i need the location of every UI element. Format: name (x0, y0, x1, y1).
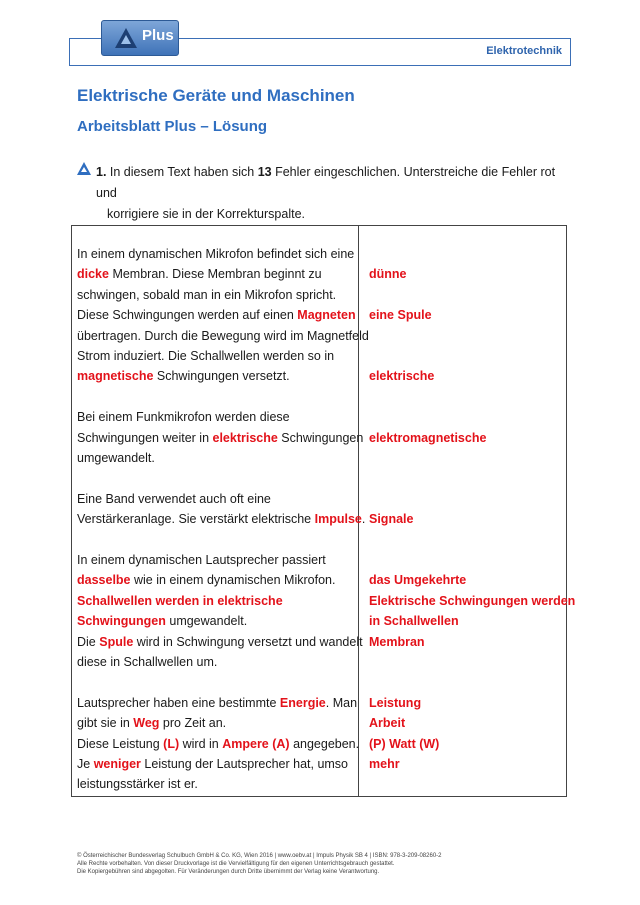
table-row (77, 509, 557, 529)
correction-cell: in Schallwellen (369, 614, 459, 629)
table-row (77, 489, 557, 509)
table-row (77, 591, 576, 611)
text-cell (77, 591, 283, 611)
error-count: 13 (257, 165, 272, 179)
table-row (77, 672, 557, 692)
text-cell (77, 448, 155, 468)
text-cell (77, 346, 334, 366)
text-segment: Leistung der Lautsprecher hat, umso (140, 757, 349, 771)
table-row (77, 734, 557, 754)
text-segment: Lautsprecher haben eine bestimmte (77, 695, 280, 710)
text-segment: Bei einem Funkmikrofon werden diese (77, 410, 290, 425)
text-cell (77, 407, 290, 427)
text-segment: Diese Schwingungen werden auf einen (77, 308, 298, 323)
error-word: Schallwellen werden in elektrische (77, 593, 283, 608)
correction-table (71, 225, 576, 797)
table-row (77, 632, 557, 652)
text-segment: umgewandelt. (77, 451, 155, 465)
table-row (77, 550, 557, 570)
text-segment: Diese Leistung (77, 736, 164, 751)
text-segment: angegeben. (289, 736, 360, 751)
text-segment: übertragen. Durch die Bewegung wird im Magnetfeld (77, 328, 369, 343)
subject-label: Elektrotechnik (486, 45, 562, 57)
page-title: Elektrische Geräte und Maschinen (77, 86, 355, 105)
text-segment: In einem dynamischen Mikrofon befindet sich eine (77, 247, 355, 261)
table-row (77, 570, 557, 590)
text-segment: Schwingungen versetzt. (153, 369, 290, 384)
task-text-before: In diesem Text haben sich (106, 165, 258, 179)
text-segment: Verstärkeranlage. Sie verstärkt elektrische (77, 512, 315, 527)
text-segment: Eine Band verwendet auch oft eine (77, 491, 271, 506)
correction-cell: elektromagnetische (369, 430, 487, 445)
plus-logo (101, 20, 179, 56)
error-word: (L) (163, 736, 180, 751)
triangle-logo-icon (114, 27, 138, 49)
text-segment: Strom induziert. Die Schallwellen werden so in (77, 349, 335, 363)
correction-cell: das Umgekehrte (369, 573, 467, 588)
text-segment: leistungsstärker ist er. (77, 777, 198, 792)
table-row (77, 468, 557, 488)
task-text-line2: korrigiere sie in der Korrekturspalte. (107, 207, 305, 221)
table-row (77, 652, 557, 672)
error-word: dicke (77, 267, 109, 282)
text-segment: Schwingungen (277, 430, 364, 445)
task-number: 1. (96, 165, 107, 179)
text-segment: Membran. Diese Membran beginnt zu (108, 267, 322, 282)
text-cell (77, 734, 359, 754)
text-segment: In einem dynamischen Lautsprecher passiert (77, 553, 326, 567)
correction-cell: (P) Watt (W) (369, 736, 440, 751)
text-segment: umgewandelt. (165, 614, 248, 629)
table-row (77, 244, 557, 264)
error-word: Weg (133, 716, 160, 731)
table-row (77, 530, 557, 550)
correction-cell: Elektrische Schwingungen werden (369, 593, 576, 608)
footer-line: Alle Rechte vorbehalten. Von dieser Druckvorlage ist die Vervielfältigung für den eigenen Unterrichtsgebrauch gestattet. (77, 861, 395, 867)
logo-text: Plus (142, 27, 174, 44)
text-cell (77, 652, 217, 672)
correction-cell: dünne (369, 267, 407, 282)
table-row (77, 754, 557, 774)
text-cell (77, 509, 365, 529)
text-cell (77, 713, 226, 733)
error-word: magnetische (77, 369, 154, 384)
correction-cell: Leistung (369, 695, 422, 710)
text-cell (77, 326, 369, 346)
text-segment: . (361, 512, 366, 527)
text-segment: Schwingungen weiter in (77, 430, 213, 445)
error-word: dasselbe (77, 573, 131, 588)
text-segment: wie in einem dynamischen Mikrofon. (130, 573, 336, 588)
text-cell (77, 305, 356, 325)
text-segment: wird in (179, 736, 223, 751)
text-cell (77, 264, 322, 284)
copyright-footer (77, 852, 597, 876)
text-cell (77, 754, 348, 774)
text-cell (77, 428, 363, 448)
error-word: Spule (99, 634, 134, 649)
text-segment: pro Zeit an. (159, 716, 227, 731)
text-cell (77, 774, 198, 794)
text-segment: wird in Schwingung versetzt und wandelt (133, 634, 363, 649)
task-text-after: Fehler eingeschlichen. Unterstreiche die Fehler rot und (96, 165, 556, 200)
table-row (77, 428, 557, 448)
text-cell (77, 693, 357, 713)
task-instruction (96, 162, 566, 225)
table-row (77, 346, 557, 366)
table-row (77, 774, 557, 794)
table-row (77, 448, 557, 468)
text-cell (77, 550, 326, 570)
task-level-icon (77, 162, 91, 175)
footer-line: © Österreichischer Bundesverlag Schulbuch GmbH & Co. KG, Wien 2016 | www.oebv.at | Impuls Physik SB 4 | ISBN: 978-3-209-08260-2 (77, 853, 442, 859)
text-cell (77, 570, 335, 590)
correction-cell: Signale (369, 512, 414, 527)
error-word: Magneten (297, 308, 356, 323)
text-cell (77, 366, 290, 386)
error-word: elektrische (212, 430, 278, 445)
correction-cell: Membran (369, 634, 425, 649)
error-word: weniger (93, 757, 141, 771)
text-cell (77, 285, 336, 305)
text-cell (77, 244, 354, 264)
error-word: Impulse (314, 512, 362, 527)
page-subtitle: Arbeitsblatt Plus – Lösung (77, 118, 268, 135)
correction-cell: Arbeit (369, 716, 406, 731)
error-word: Energie (279, 695, 326, 710)
correction-cell: mehr (369, 757, 400, 771)
text-segment: Die (77, 634, 100, 649)
error-word: Ampere (A) (222, 736, 290, 751)
error-word: Schwingungen (77, 614, 166, 629)
table-row (77, 264, 557, 284)
correction-cell: elektrische (369, 369, 435, 384)
table-row (77, 326, 557, 346)
table-row (77, 285, 557, 305)
text-segment: diese in Schallwellen um. (77, 655, 218, 669)
table-row (77, 387, 557, 407)
text-cell (77, 489, 271, 509)
correction-cell: eine Spule (369, 308, 432, 323)
text-segment: Je (77, 757, 94, 771)
table-row (77, 305, 557, 325)
text-segment: . Man (325, 695, 358, 710)
table-row (77, 611, 557, 631)
text-segment: gibt sie in (77, 716, 134, 731)
table-row (77, 693, 557, 713)
table-row (77, 366, 557, 386)
text-cell (77, 611, 247, 631)
text-segment: schwingen, sobald man in ein Mikrofon spricht. (77, 287, 337, 302)
table-row (77, 713, 557, 733)
text-cell (77, 632, 363, 652)
footer-line: Die Kopiergebühren sind abgegolten. Für Veränderungen durch Dritte übernimmt der Verlag keine Verantwortung. (77, 869, 380, 875)
table-row (77, 407, 557, 427)
